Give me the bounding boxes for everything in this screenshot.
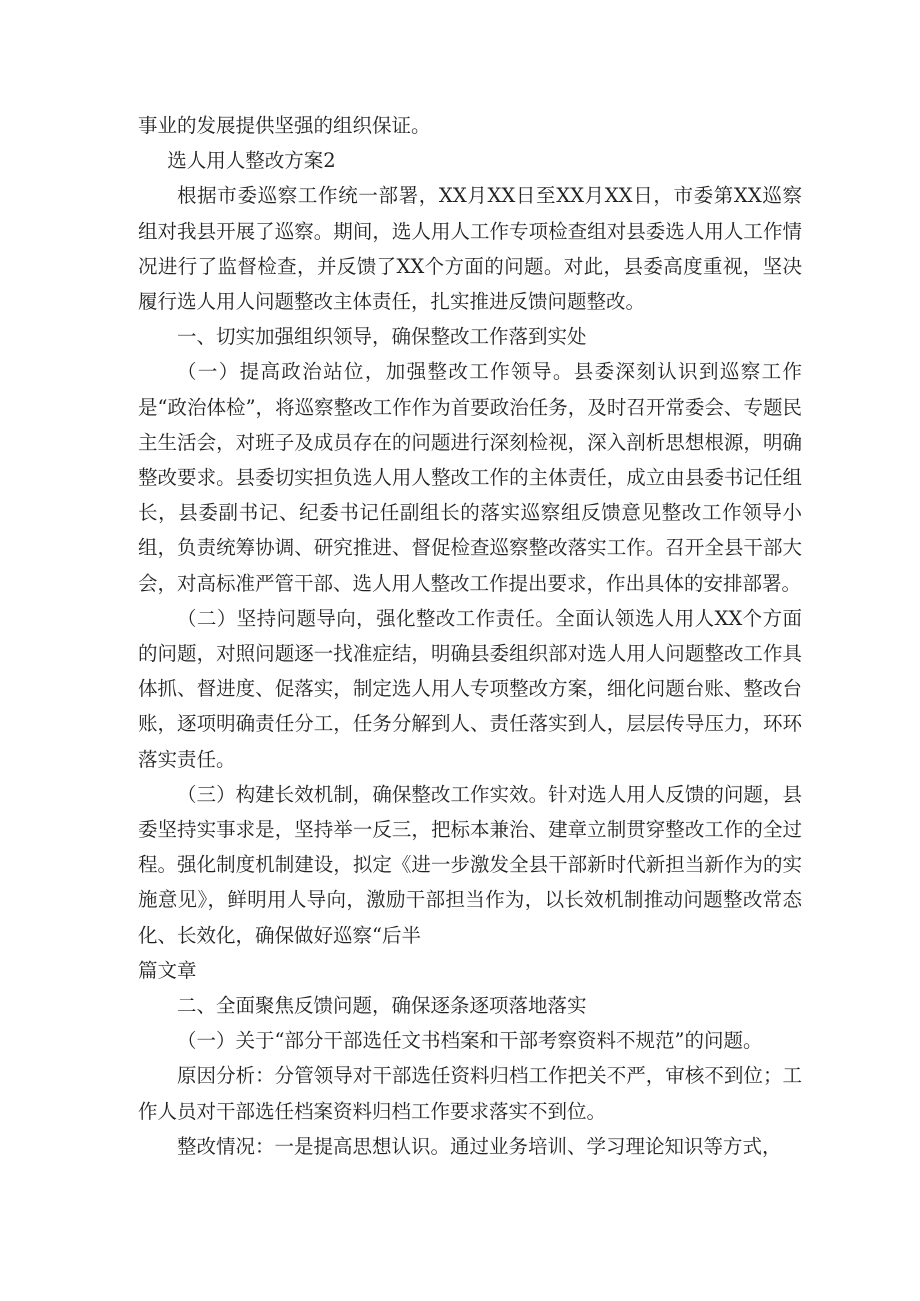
document-body	[138, 108, 802, 1164]
paragraph-rectification: 整改情况：一是提高思想认识。通过业务培训、学习理论知识等方式，	[177, 1134, 782, 1158]
paragraph-item-3-tail: 篇文章	[138, 958, 197, 982]
heading-part-one: 一、切实加强组织领导，确保整改工作落到实处	[177, 325, 587, 349]
paragraph-cause-analysis: 原因分析：分管领导对干部选任资料归档工作把关不严，审核不到位；工作人员对干部选任档案资料归档工作要求落实不到位。	[138, 1064, 802, 1123]
paragraph-issue-1: （一）关于“部分干部选任文书档案和干部考察资料不规范”的问题。	[177, 1029, 763, 1053]
paragraph-item-3: （三）构建长效机制，确保整改工作实效。针对选人用人反馈的问题，县委坚持实事求是，坚持举一反三，把标本兼治、建章立制贯穿整改工作的全过程。强化制度机制建设，拟定《进一步激发全县干部新时代新担当新作为的实施意见》，鲜明用人导向，激励干部担当作为，以长效机制推动问题整改常态化、长效化，确保做好巡察“后半	[138, 782, 802, 947]
paragraph-intro: 根据市委巡察工作统一部署，XX月XX日至XX月XX日，市委第XX巡察组对我县开展了巡察。期间，选人用人工作专项检查组对县委选人用人工作情况进行了监督检查，并反馈了XX个方面的问题。对此，县委高度重视，坚决履行选人用人问题整改主体责任，扎实推进反馈问题整改。	[138, 184, 802, 314]
section-title: 选人用人整改方案2	[167, 149, 336, 173]
paragraph-continuation: 事业的发展提供坚强的组织保证。	[138, 114, 431, 137]
paragraph-item-1: （一）提高政治站位，加强整改工作领导。县委深刻认识到巡察工作是“政治体检”，将巡察整改工作作为首要政治任务，及时召开常委会、专题民主生活会，对班子及成员存在的问题进行深刻检视，深入剖析思想根源，明确整改要求。县委切实担负选人用人整改工作的主体责任，成立由县委书记任组长，县委副书记、纪委书记任副组长的落实巡察组反馈意见整改工作领导小组，负责统筹协调、研究推进、督促检查巡察整改落实工作。召开全县干部大会，对高标准严管干部、选人用人整改工作提出要求，作出具体的安排部署。	[138, 360, 802, 595]
paragraph-item-2: （二）坚持问题导向，强化整改工作责任。全面认领选人用人XX个方面的问题，对照问题逐一找准症结，明确县委组织部对选人用人问题整改工作具体抓、督进度、促落实，制定选人用人专项整改方案，细化问题台账、整改台账，逐项明确责任分工，任务分解到人、责任落实到人，层层传导压力，环环落实责任。	[138, 606, 802, 771]
heading-part-two: 二、全面聚焦反馈问题，确保逐条逐项落地落实	[177, 994, 587, 1018]
